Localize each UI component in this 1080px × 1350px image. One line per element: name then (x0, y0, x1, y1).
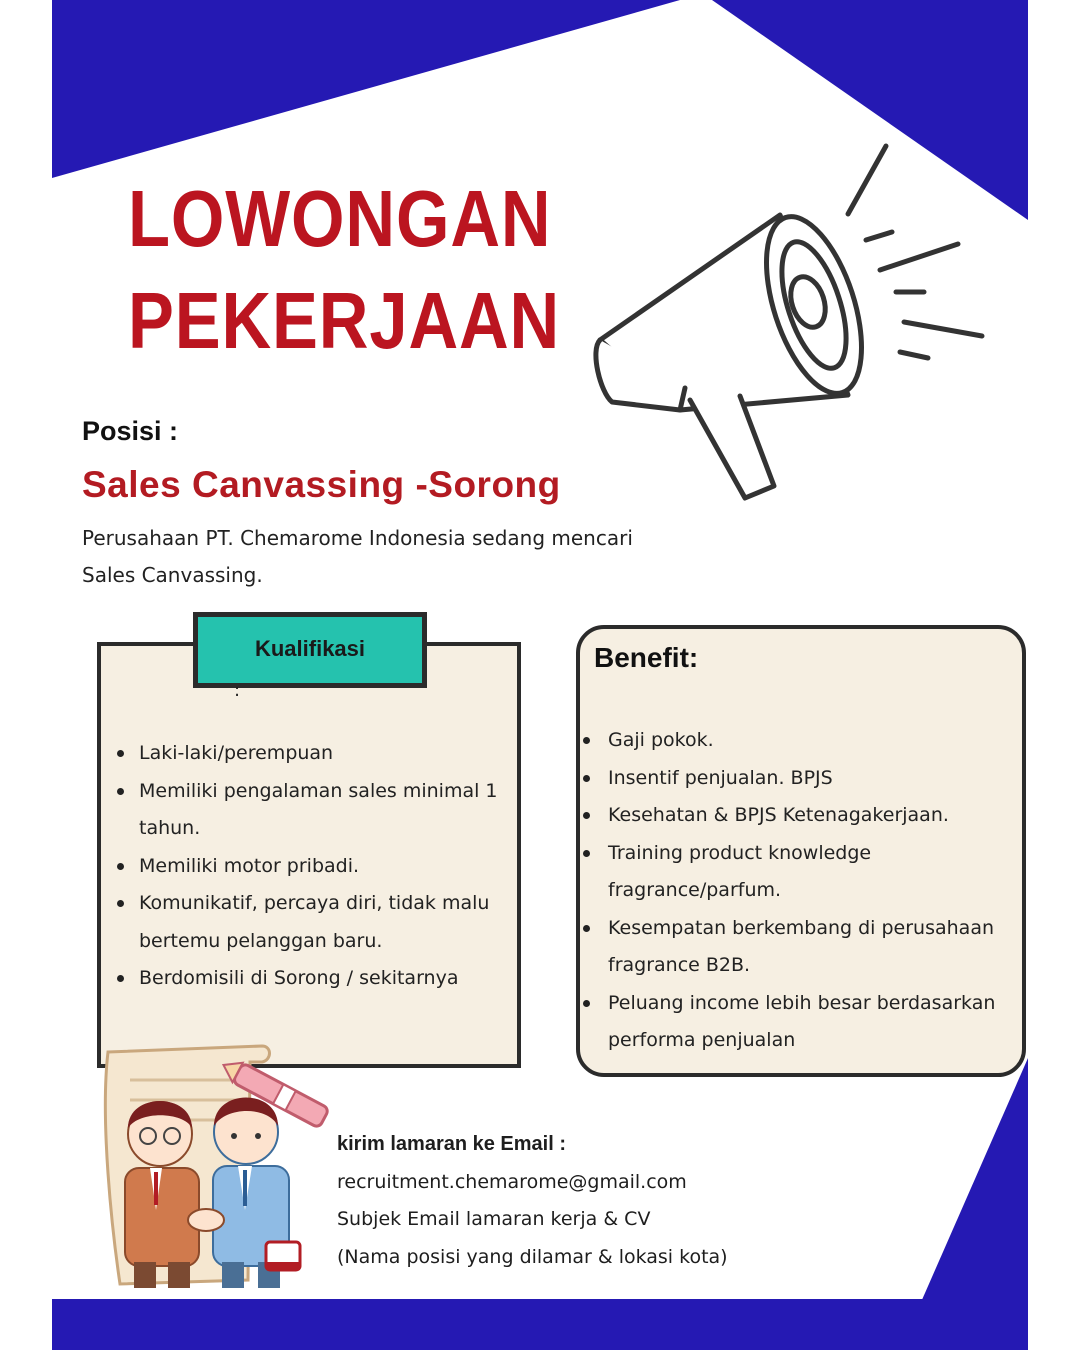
contact-section (337, 1126, 728, 1276)
benefits-heading: Benefit: (594, 642, 699, 673)
qualifications-list (117, 735, 517, 998)
title-line-2: PEKERJAAN (128, 276, 561, 365)
list-item: Memiliki pengalaman sales minimal 1 tahun. (117, 773, 517, 848)
description-line-1: Perusahaan PT. Chemarome Indonesia sedang mencari (82, 526, 633, 550)
list-item: Komunikatif, percaya diri, tidak malu bertemu pelanggan baru. (117, 885, 517, 960)
benefits-list (583, 722, 1013, 1060)
list-item: Laki-laki/perempuan (117, 735, 517, 773)
contact-email[interactable]: recruitment.chemarome@gmail.com (337, 1170, 687, 1193)
list-item: Training product knowledge fragrance/parfum. (583, 835, 1013, 910)
contact-heading: kirim lamaran ke Email : (337, 1133, 567, 1155)
qualifications-colon: : (234, 680, 241, 701)
list-item: Kesempatan berkembang di perusahaan fragrance B2B. (583, 910, 1013, 985)
description-line-2: Sales Canvassing. (82, 563, 263, 587)
contact-note: (Nama posisi yang dilamar & lokasi kota) (337, 1245, 728, 1268)
list-item: Kesehatan & BPJS Ketenagakerjaan. (583, 797, 1013, 835)
qualifications-heading-tab (193, 612, 427, 688)
company-description (82, 520, 722, 594)
list-item: Gaji pokok. (583, 722, 1013, 760)
list-item: Memiliki motor pribadi. (117, 848, 517, 886)
handshake-illustration (95, 1038, 335, 1300)
list-item: Peluang income lebih besar berdasarkan performa penjualan (583, 985, 1013, 1060)
list-item: Berdomisili di Sorong / sekitarnya (117, 960, 517, 998)
qualifications-heading: Kualifikasi (254, 636, 366, 661)
megaphone-icon (590, 140, 990, 510)
list-item: Insentif penjualan. BPJS (583, 760, 1013, 798)
contact-subject: Subjek Email lamaran kerja & CV (337, 1208, 651, 1230)
page-title (128, 168, 560, 372)
position-value: Sales Canvassing -Sorong (82, 464, 561, 505)
title-line-1: LOWONGAN (128, 174, 552, 263)
position-label: Posisi : (82, 416, 179, 446)
